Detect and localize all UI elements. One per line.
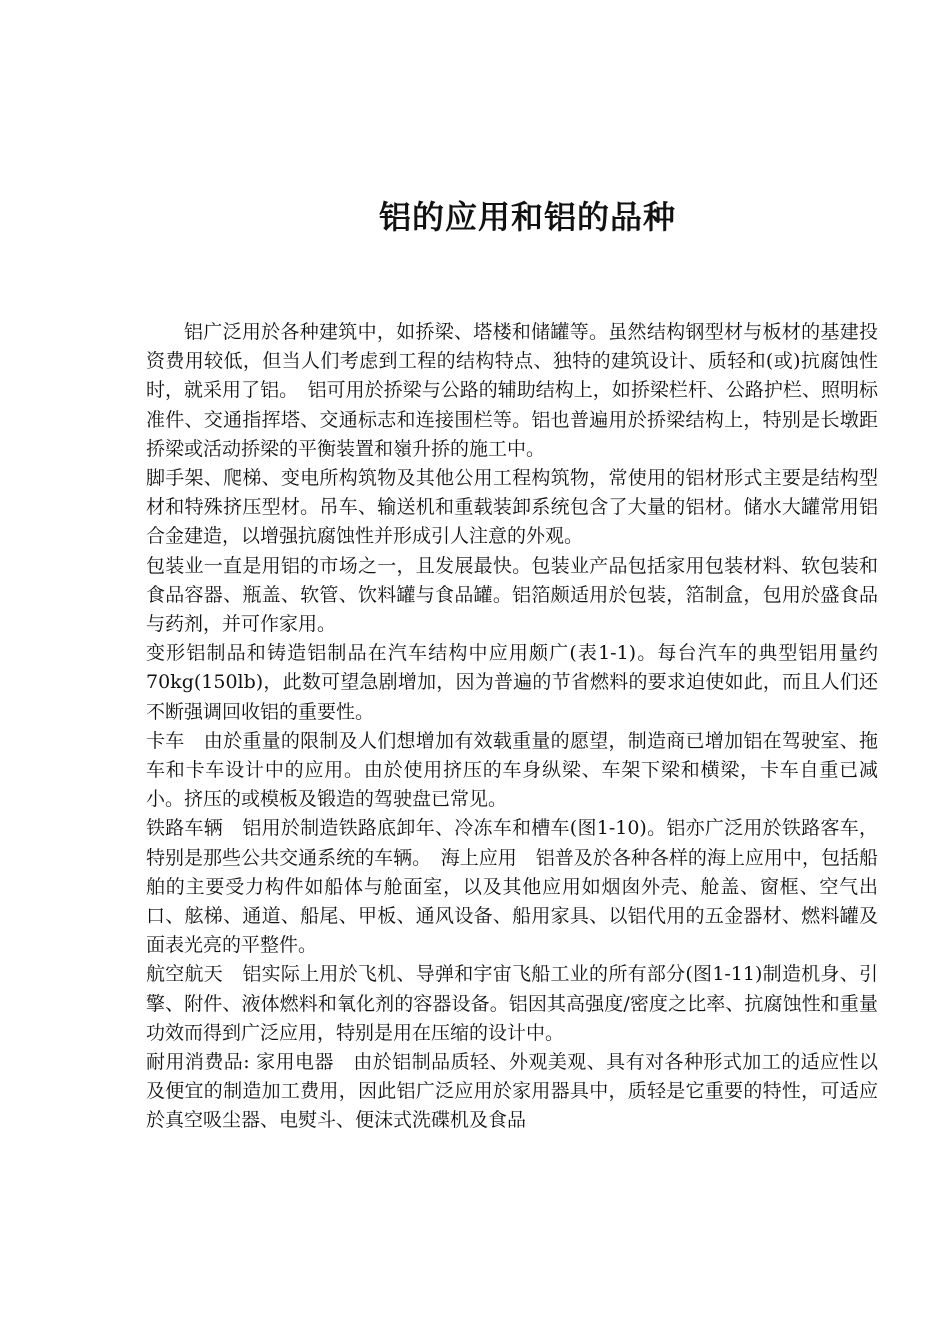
paragraph-consumer-goods: 耐用消费品: 家用电器 由於铝制品质轻、外观美观、具有对各种形式加工的适应性以及便宜的制造加工费用，因此铝广泛应用於家用器具中，质轻是它重要的特性，可适应於真空吸尘器、电熨斗、便沫式洗碟机及食品 [146, 1051, 878, 1132]
paragraph-construction: 铝广泛用於各种建筑中，如挢梁、塔楼和储罐等。虽然结构钢型材与板材的基建投资费用较低，但当人们考虑到工程的结构特点、独特的建筑设计、质轻和(或)抗腐蚀性时，就采用了铝。 铝可用於挢梁与公路的辅助结构上，如挢梁栏杆、公路护栏、照明标准件、交通指挥塔、交通标志和连接围栏等。铝也普遍用於挢梁结构上，特别是长墩距挢梁或活动挢梁的平衡装置和嶺升挢的施工中。 [146, 321, 878, 460]
paragraph-trucks: 卡车 由於重量的限制及人们想增加有效载重量的愿望，制造商已增加铝在驾驶室、拖车和卡车设计中的应用。由於使用挤压的车身纵梁、车架下梁和横梁，卡车自重已减小。挤压的或模板及锻造的驾驶盘已常见。 [146, 729, 878, 811]
document-body [146, 318, 878, 1136]
paragraph-packaging: 包装业一直是用铝的市场之一，且发展最快。包装业产品包括家用包装材料、软包装和食品容器、瓶盖、软管、饮料罐与食品罐。铝箔颇适用於包装，箔制盒，包用於盛食品与药剂，并可作家用。 [146, 554, 878, 636]
paragraph-scaffolding: 脚手架、爬梯、变电所构筑物及其他公用工程构筑物，常使用的铝材形式主要是结构型材和特殊挤压型材。吊车、输送机和重载装卸系统包含了大量的铝材。储水大罐常用铝合金建造，以增强抗腐蚀性并形成引人注意的外观。 [146, 467, 878, 548]
document-title: 铝的应用和铝的品种 [378, 198, 676, 236]
paragraph-railway-marine: 铁路车辆 铝用於制造铁路底卸年、冷冻车和槽车(图1-10)。铝亦广泛用於铁路客车，特别是那些公共交通系统的车辆。 海上应用 铝普及於各种各样的海上应用中，包括船舶的主要受力构件如船体与舱面室，以及其他应用如烟囱外壳、舱盖、窗框、空气出口、舷梯、通道、船尾、甲板、通风设备、船用家具、以铝代用的五金器材、燃料罐及面表光亮的平整件。 [146, 817, 878, 957]
paragraph-aerospace: 航空航天 铝实际上用於飞机、导弹和宇宙飞船工业的所有部分(图1-11)制造机身、引擎、附件、液体燃料和氧化剂的容器设备。铝因其高强度/密度之比率、抗腐蚀性和重量功效而得到广泛应用，特别是用在压缩的设计中。 [146, 963, 878, 1044]
paragraph-automotive: 变形铝制品和铸造铝制品在汽车结构中应用颇广(表1-1)。每台汽车的典型铝用量约70kg(150lb)，此数可望急剧增加，因为普遍的节省燃料的要求迫使如此，而且人们还不断强调回收铝的重要性。 [146, 642, 878, 723]
